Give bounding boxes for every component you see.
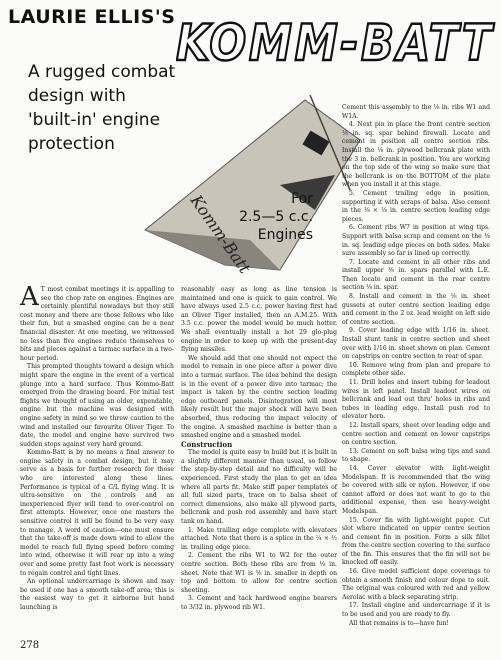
paragraph: 12. Install spars, sheet over leading edge and centre section and cement on lower capstrips on centre section. [342, 421, 491, 447]
paragraph: 7. Locate and cement in all other ribs and install upper ⅛ in. spars parallel with L.E. Then locate and cement in the rear centre section ⅛ in. spar. [342, 258, 490, 292]
paragraph: The model is quite easy to build but it is built in a slightly different manner than usual, so follow the step-by-step detail and no difficulty will be experienced. First study the plan to get an idea where all parts fit. Make stiff paper templates of all full sized parts, trace on to balsa sheet of correct dimensions, also make all plywood parts, bellcrank and push rod assembly and have start tank on hand. [181, 449, 337, 526]
author-header: LAURIE ELLIS'S [8, 6, 176, 28]
paragraph: 16. Give model sufficient dope coverings to obtain a smooth finish and colour dope to suit. The original was coloured with red and yellow Aerolac with a black separating strip. [342, 568, 490, 601]
column-1 [20, 282, 174, 613]
drop-cap: A [20, 282, 39, 312]
construction-heading: Construction [181, 439, 233, 449]
paragraph: An optional undercarriage is shown and may be used if one has a smooth take-off area; this is the easiest way to get it airborne but hand launching is [20, 578, 174, 611]
paragraph: Cement this assembly to the ⅛ in. ribs W1 and W1A. [342, 104, 490, 120]
paragraph: This prompted thoughts toward a design which might spare the engine in the event of a vertical plunge into a hard surface. Thus Kommo-Batt emerged from the drawing board. For initial test flights we thought of using an older, expendable, engine but the machine was designed with engine safety in mind so we threw caution to the wind and installed our favourite Oliver Tiger. To date, the model and engine have survived two sudden stops against very hard ground. [20, 363, 174, 448]
paragraph: 15. Cover fin with light-weight paper. Cut slot where indicated on upper centre section and cement fin in position. Form a silk fillet from the centre section covering to the surface of the fin. This ensures that the fin will not be knocked off easily. [342, 516, 490, 567]
paragraph: All that remains is to—have fun! [349, 619, 449, 627]
subtitle-line: A rugged combat [28, 62, 176, 82]
engine-label-for: For [291, 191, 313, 207]
paragraph: Kommo-Batt is by no means a final answer to engine safety in a combat design, but it may serve as a basis for further research for those who are interested along these lines. Performance is typical of a C/L flying wing. It is ultra-sensitive on the controls and an inexperienced flyer will tend to over-control on first attempts. However, once one masters the sensitive control it will be found to be very easy to manage. A word of caution—one must ensure that the take-off is made down wind to allow the model to reach full flying speed before coming into wind, otherwise it will rear up into a wing over and some pretty fast foot work is necessary to regain control and tight lines. [20, 449, 174, 577]
paragraph: 4. Next pin in place the front centre section ⅛ in. sq. spar behind firewall. Locate and cement in position all centre section ribs. Install the ⅛ in. plywood bellcrank plate with the 3 in. bellcrank in position. You are working on the top side of the wing so make sure that the bellcrank is on the BOTTOM of the plate when you install it at this stage. [342, 121, 490, 189]
page-number: 278 [20, 640, 40, 651]
paragraph: 3. Cement and tack hardwood engine bearers to 3/32 in. plywood rib W1. [181, 595, 337, 611]
paragraph: reasonably easy as long as line tension is maintained and one is quick to gain control. We have always used 2.5 c.c. power having first had an Oliver Tiger installed, then an A.M.25. With 3.5 c.c. power the model would be much hotter. We shall eventually install a hot 29 glo-plug engine in order to keep up with the present-day flying missiles. [181, 286, 337, 354]
paragraph: 14. Cover elevator with light-weight Modelspan. It is recommended that the wing be covered with silk or nylon. However, if one cannot afford or does not want to go to the additional expense, then use heavy-weight Modelspan. [342, 464, 490, 515]
paragraph: 17. Install engine and undercarriage if it is to be used and you are ready to fly. [342, 602, 490, 619]
engine-label [228, 190, 313, 244]
paragraph: 13. Cement on soft balsa wing tips and sand to shape. [342, 447, 490, 464]
plane-text: Komm-Batt [186, 191, 255, 277]
paragraph: We should add that one should not expect the model to remain in one piece after a power dive into a tarmac surface. The idea behind the design is in the event of a power dive into tarmac; the impact is taken by the centre section leading edge outboard panels. Disintegration will most likely result but the major shock will have been absorbed, thus reducing the impact velocity of the engine. A smashed machine is better than a smashed engine and a smashed model. [181, 354, 337, 440]
subtitle-line: design with [28, 86, 126, 106]
paragraph: 6. Cement ribs W7 in position at wing tips. Support with balsa scrap and cement on the ⅛ in. sq. leading edge pieces on both sides. Make sure assembly so far is lined up correctly. [342, 224, 490, 258]
paragraph: 8. Install and cement in the ⅛ in. sheet gussets at outer centre section leading edge and cement in the 2 oz. lead weight on left side of centre section. [342, 293, 490, 326]
paragraph: 9. Cover leading edge with 1/16 in. sheet. Install stunt tank in centre section and sheet over with 1/16 in. sheet shown on plan. Cement on capstrips on centre section to rear of spar. [342, 327, 490, 361]
model-plane-photo [130, 80, 370, 280]
paragraph: T most combat meetings it is appalling to see the chop rate on engines. Engines are certainly plentiful nowadays but they still cost money and there are those fellows who like their fun, but a smashed engine can be a near financial disaster. At one meeting, we witnessed no less than five engines reduce themselves to bits and pieces against a tarmac surface in a two-hour period. [20, 286, 174, 362]
column-2 [181, 286, 337, 613]
paragraph: 11. Drill holes and insert tubing for leadout wires in left panel. Install leadout wires on bellcrank and lead out thru' holes in ribs and tubes in leading edge. Install push rod to elevator horn. [342, 379, 490, 421]
logo-text: KOMM-BATT [176, 14, 495, 72]
engine-label-engines: Engines [257, 227, 313, 243]
paragraph: 2. Cement the ribs W1 to W2 for the outer centre section. Both these ribs are from ⅛ in. sheet. Note that W1 is ⅛ in. smaller in depth on top and bottom to allow for centre section sheeting. [181, 552, 337, 594]
paragraph: 5. Cement trailing edge in position, supporting it with scraps of balsa. Also cement in the ⅛ × ⅛ in. centre section leading edge pieces. [342, 189, 490, 223]
engine-label-size: 2.5—5 c.c. [239, 209, 313, 225]
column-3 [342, 104, 490, 628]
paragraph: 10. Remove wing from plan and prepare to complete other side. [342, 361, 490, 378]
subtitle-line: protection [28, 134, 115, 154]
paragraph: 1. Make trailing edge complete with elevators attached. Note that there is a splice in the ¼ × ½ in. trailing edge piece. [181, 526, 337, 551]
subtitle-line: 'built-in' engine [28, 110, 161, 130]
